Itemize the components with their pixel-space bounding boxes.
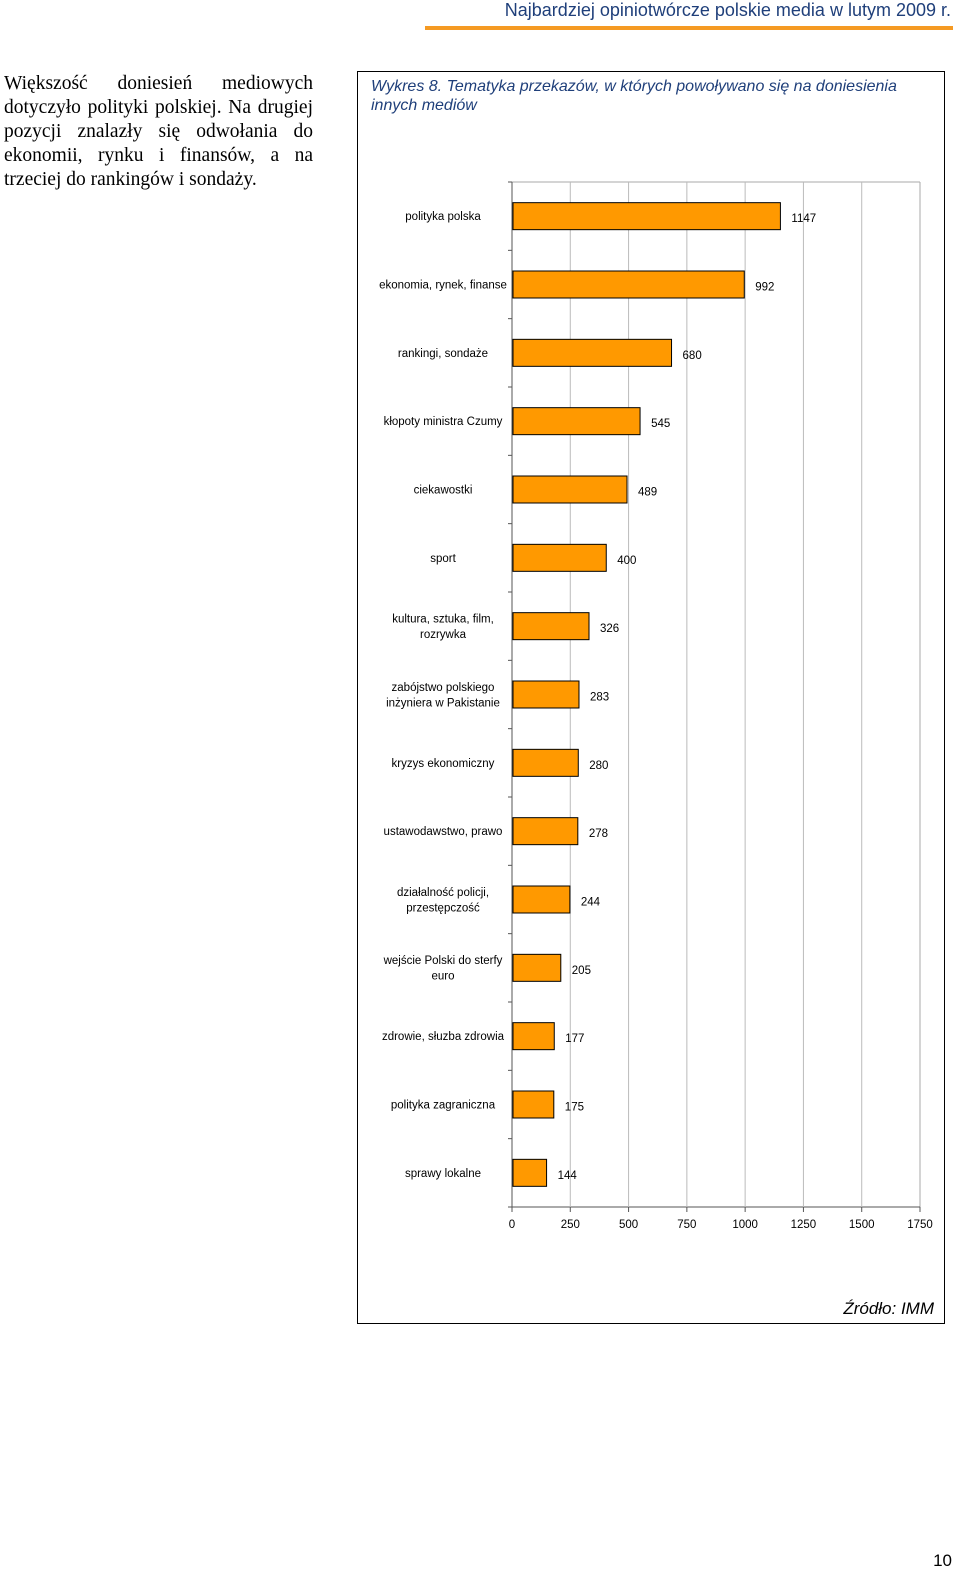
category-label: kultura, sztuka, film, rozrywka [392,613,494,641]
category-label: zabójstwo polskiego inżyniera w Pakistanie [386,681,500,710]
bar [513,749,578,776]
data-label: 144 [557,1169,577,1182]
data-label: 992 [755,281,775,294]
running-header-title: Najbardziej opiniotwórcze polskie media w lutym 2009 r. [504,0,951,20]
bar [513,886,570,913]
page-number: 10 [933,1551,952,1570]
data-label: 489 [638,486,658,499]
chart-frame [357,71,945,1324]
x-tick-label: 1250 [790,1219,817,1231]
category-label: ustawodawstwo, prawo [383,826,503,839]
bar [513,271,744,298]
x-tick-label: 1750 [907,1219,933,1231]
category-label: ekonomia, rynek, finanse [379,279,507,292]
category-label: kłopoty ministra Czumy [383,416,503,429]
data-label: 326 [600,623,620,636]
data-label: 177 [565,1033,585,1046]
category-label: kryzys ekonomiczny [391,757,495,770]
bar [513,203,780,230]
category-label: rankingi, sondaże [397,347,489,360]
bar [513,544,606,571]
bar [513,681,579,708]
bar [513,1091,554,1118]
category-label: polityka zagraniczna [390,1099,496,1112]
header-orange-rule [425,26,953,30]
bar [513,339,672,366]
data-label: 175 [564,1101,584,1114]
data-label: 680 [682,349,702,362]
data-label: 283 [589,691,610,704]
category-label: sport [430,552,456,565]
data-label: 1147 [791,213,817,226]
x-tick-label: 500 [618,1219,639,1231]
bar-chart [358,72,946,1325]
x-tick-label: 250 [560,1219,580,1231]
data-label: 545 [651,418,671,431]
bar [513,476,627,503]
x-tick-label: 1000 [732,1219,758,1231]
intro-paragraph: Większość doniesień mediowych dotyczyło polityki polskiej. Na drugiej pozycji znalazły się odwołania do ekonomii, rynku i finansów, a na trzeciej do rankingów i sondaży. [4,73,313,190]
category-label: ciekawostki [413,484,473,497]
bar [513,818,578,845]
bar [513,1023,554,1050]
bar [513,954,561,981]
category-label: zdrowie, słuzba zdrowia [381,1031,505,1044]
chart-source: Źródło: IMM [843,1299,934,1318]
x-tick-label: 0 [508,1219,516,1231]
data-label: 205 [571,964,591,977]
data-label: 400 [617,554,637,567]
category-label: wejście Polski do sterfy euro [383,955,503,983]
bar [513,408,640,435]
bar [513,1159,547,1186]
data-label: 280 [589,759,609,772]
x-tick-label: 1500 [848,1219,875,1231]
category-label: działalność policji, przestępczość [396,886,490,915]
category-label: polityka polska [405,211,481,224]
bar [513,613,589,640]
x-tick-label: 750 [677,1219,697,1231]
category-label: sprawy lokalne [404,1167,482,1180]
chart-caption: Wykres 8. Tematyka przekazów, w których powoływano się na doniesienia innych mediów [371,78,897,114]
data-label: 278 [588,828,609,841]
data-label: 244 [580,896,601,909]
